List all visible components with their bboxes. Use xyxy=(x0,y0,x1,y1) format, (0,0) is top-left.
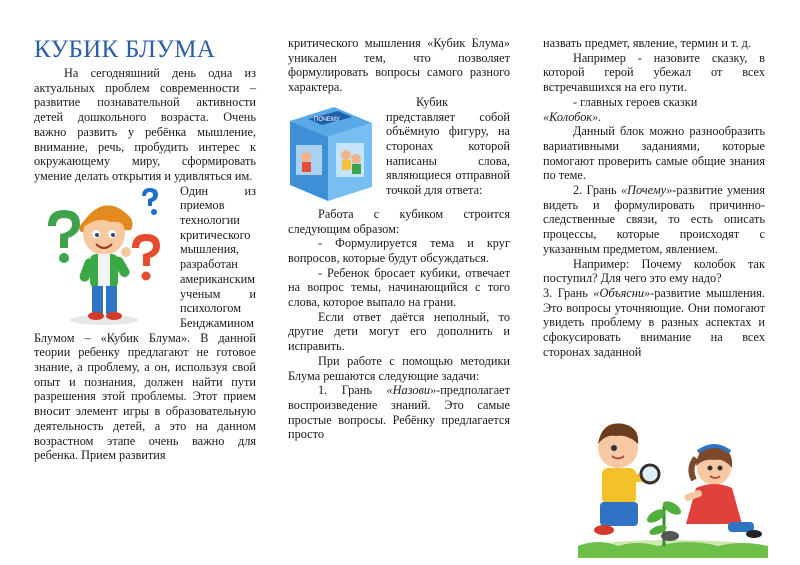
intro-paragraph: На сегодняшний день одна из актуальных проблем современности – развитие познавательной активности детей дошкольного возраста. Очень важно развить у ребёнка мышление, внимание, речь, пробудить интерес к окружающему миру, сформировать умение делать открытия и удивляться им. xyxy=(34,66,256,183)
face-explain-paragraph xyxy=(543,286,765,360)
variation-paragraph: Данный блок можно разнообразить вариативными заданиями, которые помогают проверить самые общие знания по теме. xyxy=(543,124,765,183)
face-why-paragraph xyxy=(543,183,765,257)
incomplete-answer-paragraph: Если ответ даётся неполный, то другие дети могут его дополнить и исправить. xyxy=(288,309,510,354)
face-why-number: 2. Грань xyxy=(573,183,621,198)
heroes-line: - главных героев сказки xyxy=(573,94,698,109)
step-two: - Ребенок бросает кубики, отвечает на вопрос темы, начинающийся с того слова, которое выпало на грани. xyxy=(288,265,510,310)
column-left xyxy=(34,36,256,463)
cube-work-intro: Работа с кубиком строится следующим образом: xyxy=(288,206,510,236)
boy-with-question-marks-illustration xyxy=(34,186,174,326)
face-name-paragraph xyxy=(288,383,510,442)
why-example-paragraph: Например: Почему колобок так поступил? Для чего это ему надо? xyxy=(543,256,765,286)
face-why-label: «Почему» xyxy=(620,183,673,198)
method-continuation: критического мышления «Кубик Блума» уникален тем, что позволяет формулировать вопросы самого разного характера. xyxy=(288,36,510,95)
method-paragraph: Один из приемов технологии критического мышления, разработан американским ученым и психологом Бенджамином Блумом – «Кубик Блума». В данной теории ребенку предлагают не готовое знание, а проблему, а он, используя свой опыт и познания, должен найти пути разрешения этой проблемы. Этот прием вносит элемент игры в образовательную деятельность детей, а это на данном возрастном этапе очень важно для ребенка. Прием развития xyxy=(34,183,256,463)
face-explain-text: -развитие мышления. Это вопросы уточняющие. Они помогают увидеть проблему в разных аспектах и сфокусировать внимание на всех сторонах заданной xyxy=(543,285,765,359)
column-right xyxy=(543,36,765,359)
kolobok-line: «Колобок». xyxy=(543,109,602,124)
tasks-intro: При работе с помощью методики Блума решаются следующие задачи: xyxy=(288,353,510,383)
face-explain-label: «Объясни» xyxy=(593,285,651,300)
page-title: КУБИК БЛУМА xyxy=(34,36,216,63)
face-explain-number: 3. Грань xyxy=(543,285,594,300)
step-one: - Формулируется тема и круг вопросов, которые будут обсуждаться. xyxy=(288,236,510,265)
face-name-label: «Назови» xyxy=(386,383,437,398)
name-continuation: назвать предмет, явление, термин и т. д. xyxy=(543,36,751,50)
cube-label: ПОЧЕМУ xyxy=(314,116,340,123)
column-middle xyxy=(288,36,510,442)
face-name-number: 1. Грань xyxy=(318,383,387,398)
cube-description: Кубик представляет собой объёмную фигуру, на сторонах которой написаны слова, являющиеся отправной точкой для ответа: xyxy=(386,94,510,198)
face-name-text: -предполагает воспроизведение знаний. Это самые простые вопросы. Ребёнку предлагается просто xyxy=(288,383,510,442)
face-why-text: -развитие умения видеть и формулировать причинно-следственные связи, то есть описать процессы, которые происходят с указанным предметом, явлением. xyxy=(543,183,765,256)
example-paragraph: Например - назовите сказку, в которой герой убежал от всех встречавшихся на его пути. xyxy=(543,50,765,95)
bloom-cube-illustration xyxy=(280,97,380,207)
children-with-plant-illustration xyxy=(578,418,768,558)
